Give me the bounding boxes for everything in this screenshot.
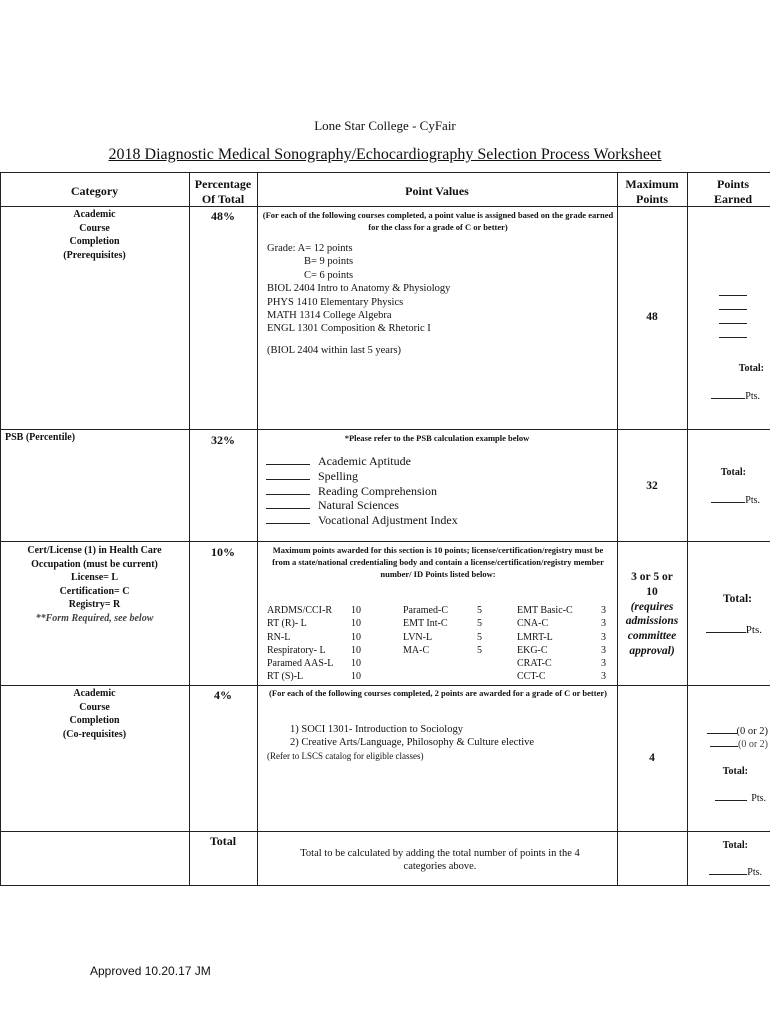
coreq-note: (Refer to LSCS catalog for eligible classes) — [267, 751, 424, 761]
academic-intro: (For each of the following courses completed, a point value is assigned based on the grade earned for the class for a grade of C or better) — [262, 210, 614, 232]
course-line: BIOL 2404 Intro to Anatomy & Physiology — [267, 283, 451, 295]
credential-name: MA-C — [403, 644, 430, 656]
max-points-coreq: 4 — [649, 752, 655, 764]
credential-name: EKG-C — [517, 644, 548, 656]
credential-name: LMRT-L — [517, 631, 553, 643]
course-line: PHYS 1410 Elementary Physics — [267, 296, 404, 308]
credential-name — [403, 657, 477, 670]
percentage-cert: 10% — [211, 545, 235, 559]
academic-details — [267, 242, 612, 357]
academic-pts-field[interactable]: Pts. — [690, 391, 760, 402]
header-maximum-points: Maximum Points — [625, 177, 679, 206]
psb-intro: *Please refer to the PSB calculation example below — [344, 433, 530, 443]
credential-row — [267, 604, 611, 617]
credential-name — [403, 670, 477, 683]
category-academic-prereq: Academic Course Completion (Prerequisites) — [63, 209, 126, 261]
credential-points: 10 — [351, 671, 361, 683]
credential-points: 10 — [351, 618, 361, 630]
grand-total-total-label: Total: — [722, 840, 748, 851]
credential-name: RN-L — [267, 631, 291, 643]
credential-name: EMT Int-C — [403, 618, 448, 630]
credential-name: Paramed AAS-L — [267, 658, 334, 670]
psb-total-label: Total: — [720, 467, 746, 478]
credential-points: 10 — [351, 631, 361, 643]
percentage-coreq: 4% — [214, 688, 232, 702]
grade-line: Grade: A= 12 points — [267, 243, 353, 254]
credential-points: 3 — [601, 618, 606, 630]
credential-points: 3 — [601, 671, 606, 683]
credential-row — [267, 670, 611, 683]
credential-points: 10 — [351, 658, 361, 670]
grand-total-pts-field[interactable]: Pts. — [690, 867, 762, 878]
credential-row — [267, 644, 611, 657]
credential-points: 3 — [601, 658, 606, 670]
credential-points: 5 — [477, 605, 482, 616]
grade-line: B= 9 points — [304, 256, 354, 268]
coreq-total-label: Total: — [722, 766, 748, 777]
credential-row — [267, 631, 611, 644]
psb-item: Spelling — [266, 469, 611, 484]
credential-points: 10 — [351, 605, 361, 616]
cert-intro: Maximum points awarded for this section is 10 points; license/certification/registry must be from a state/national credentialing body and contain a license/certification/registry member number/ ID Points listed below: — [272, 545, 604, 579]
credential-row — [267, 617, 611, 630]
header-point-values: Point Values — [405, 184, 469, 198]
grade-line: C= 6 points — [304, 269, 354, 281]
credential-name: LVN-L — [403, 631, 433, 643]
psb-pts-field[interactable]: Pts. — [690, 495, 760, 506]
psb-item: Reading Comprehension — [266, 484, 611, 499]
academic-note: (BIOL 2404 within last 5 years) — [267, 344, 402, 356]
credential-name: EMT Basic-C — [517, 605, 573, 616]
coreq-item: 2) Creative Arts/Language, Philosophy & Culture elective — [290, 737, 535, 749]
credential-points: 5 — [477, 618, 482, 630]
credential-name: Paramed-C — [403, 605, 448, 616]
credential-points: 5 — [477, 644, 482, 656]
credential-points-table — [267, 604, 611, 684]
academic-total-label: Total: — [738, 363, 764, 374]
coreq-pts-field[interactable]: Pts. — [690, 793, 766, 804]
psb-item: Natural Sciences — [266, 498, 611, 513]
credential-points — [477, 670, 517, 683]
course-line: MATH 1314 College Algebra — [267, 310, 392, 322]
coreq-earned-line-2[interactable]: (0 or 2) — [690, 739, 768, 750]
coreq-courses — [290, 723, 615, 750]
credential-points: 10 — [351, 644, 361, 656]
worksheet-title: 2018 Diagnostic Medical Sonography/Echocardiography Selection Process Worksheet — [108, 146, 662, 163]
credential-name: RT (R)- L — [267, 618, 307, 630]
approval-footer: Approved 10.20.17 JM — [90, 964, 211, 978]
credential-points: 5 — [477, 631, 482, 643]
credential-row — [267, 657, 611, 670]
percentage-psb: 32% — [211, 433, 235, 447]
cert-pts-field[interactable]: Pts. — [690, 624, 762, 636]
credential-name: CRAT-C — [517, 658, 552, 670]
credential-points: 3 — [601, 605, 606, 616]
header-points-earned: Points Earned — [713, 177, 752, 206]
max-points-cert: 3 or 5 or 10 (requires admissions committee approval) — [625, 571, 679, 657]
college-name: Lone Star College - CyFair — [314, 118, 456, 133]
psb-item: Vocational Adjustment Index — [266, 513, 611, 528]
credential-name: Respiratory- L — [267, 644, 326, 656]
credential-name: CNA-C — [517, 618, 549, 630]
cert-total-label: Total: — [723, 593, 752, 605]
coreq-item: 1) SOCI 1301- Introduction to Sociology — [290, 724, 463, 735]
percentage-academic-prereq: 48% — [211, 209, 235, 223]
max-points-academic: 48 — [646, 311, 658, 323]
category-cert-license: Cert/License (1) in Health Care Occupation (must be current) License= L Certification= C Registry= R **Form Required, see below — [0, 544, 189, 625]
psb-subtests — [266, 454, 611, 528]
form-required-note: **Form Required, see below — [35, 612, 154, 624]
coreq-earned-line-1[interactable]: (0 or 2) — [690, 726, 768, 737]
credential-points — [477, 657, 517, 670]
header-category: Category — [70, 184, 119, 198]
max-points-psb: 32 — [646, 480, 658, 492]
credential-name: CCT-C — [517, 671, 546, 683]
header-percentage: Percentage Of Total — [194, 177, 252, 206]
coreq-intro: (For each of the following courses completed, 2 points are awarded for a grade of C or better) — [269, 688, 607, 698]
course-line: ENGL 1301 Composition & Rhetoric I — [267, 323, 431, 335]
credential-points: 3 — [601, 644, 606, 656]
credential-points: 3 — [601, 631, 606, 643]
grand-total-label: Total — [209, 834, 237, 848]
category-psb: PSB (Percentile) — [5, 432, 76, 443]
credential-name: ARDMS/CCI-R — [267, 605, 333, 616]
category-academic-coreq: Academic Course Completion (Co-requisites) — [62, 688, 127, 740]
grand-total-instructions: Total to be calculated by adding the total number of points in the 4 categories above. — [300, 848, 580, 872]
psb-item: Academic Aptitude — [266, 454, 611, 469]
credential-name: RT (S)-L — [267, 671, 304, 683]
academic-earned-blanks[interactable] — [719, 287, 749, 338]
